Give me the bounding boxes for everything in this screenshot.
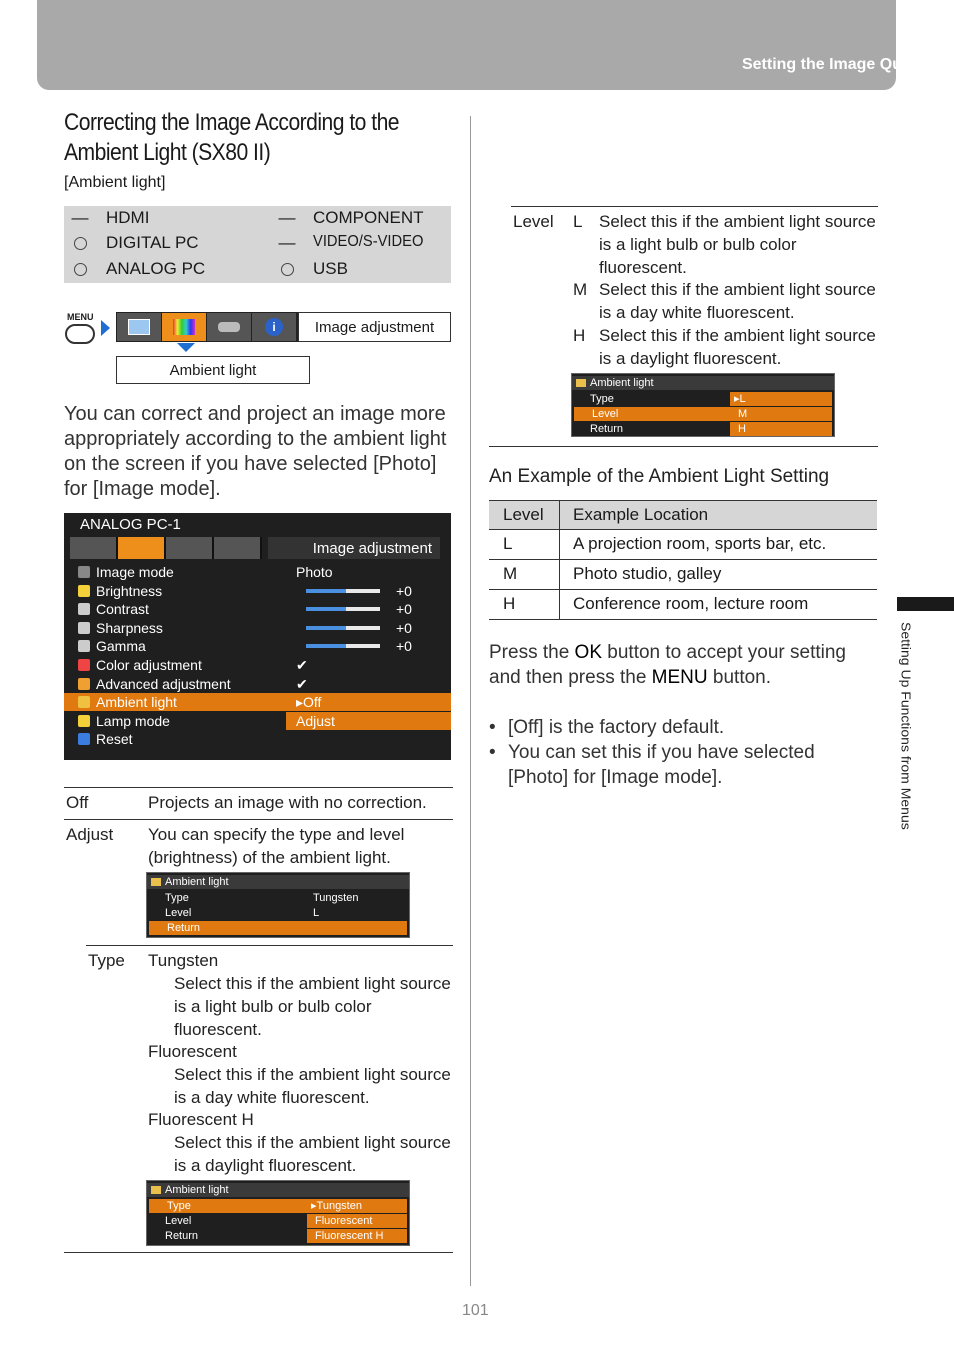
osd-row: Image mode Photo [64, 563, 451, 581]
section-title: Setting the Image Quality [741, 56, 934, 73]
table-row: H Conference room, lecture room [489, 590, 877, 620]
list-item: • You can set this if you have selected [Photo] for [Image mode]. [489, 742, 815, 788]
osd-menu-screenshot [64, 513, 451, 760]
display-tab-icon [117, 313, 162, 341]
osd-row-icon [78, 585, 90, 597]
type-fluorescent: Fluorescent [148, 1042, 237, 1061]
chapter-tab [897, 597, 954, 611]
ambient-light-panel-2: Ambient light Type Level Return ▸Tungsten Fluorescent Fluorescent H [146, 1180, 410, 1246]
tab-label: Image adjustment [298, 312, 451, 342]
level-term: Level [513, 212, 554, 231]
table-rule [64, 819, 453, 820]
osd-row-icon [78, 603, 90, 615]
arrow-right-icon [101, 320, 110, 336]
ambient-light-panel-3: Ambient light Type Level Return ▸L M H [571, 373, 835, 437]
level-h-desc: Select this if the ambient light source is a daylight fluorescent. [599, 326, 876, 368]
menu-path [64, 310, 454, 390]
osd-tabs [70, 537, 262, 559]
chapter-label: Setting Up Functions from Menus [898, 622, 914, 830]
option-off-desc: Projects an image with no correction. [148, 793, 427, 812]
table-rule [64, 787, 453, 788]
osd-row: Reset [64, 730, 451, 748]
level-l-desc: Select this if the ambient light source is a light bulb or bulb color fluorescent. [599, 212, 876, 277]
osd-row-icon [78, 622, 90, 634]
example-heading: An Example of the Ambient Light Setting [489, 466, 830, 487]
osd-row-icon [78, 640, 90, 652]
press-instruction: Press the OK button to accept your setting and then press the MENU button. [489, 642, 846, 688]
osd-row: Brightness +0 [64, 582, 451, 600]
level-key-l: L [573, 212, 583, 231]
osd-row: Advanced adjustment ✔ [64, 675, 451, 693]
osd-row-icon [78, 659, 90, 671]
osd-row: Color adjustment ✔ [64, 656, 451, 674]
osd-row: Contrast +0 [64, 600, 451, 618]
dash-icon: — [71, 208, 89, 227]
table-row: L A projection room, sports bar, etc. [489, 530, 877, 560]
level-m-desc: Select this if the ambient light source is a day white fluorescent. [599, 280, 876, 322]
menu-button-icon: MENU [64, 312, 96, 344]
table-row: M Photo studio, galley [489, 560, 877, 590]
table-rule [86, 945, 453, 946]
ambient-light-panel-1: Ambient light Type Tungsten Level L Return [146, 872, 410, 938]
menu-button-label: MENU [651, 667, 708, 688]
type-fluorescent-desc: Select this if the ambient light source is a day white fluorescent. [174, 1065, 451, 1107]
option-adjust-desc: You can specify the type and level (brightness) of the ambient light. [148, 825, 405, 867]
menu-item-label: Ambient light [116, 356, 310, 384]
bullet-list [489, 715, 859, 790]
type-tungsten-desc: Select this if the ambient light source is a light bulb or bulb color fluorescent. [174, 974, 451, 1039]
option-off-term: Off [66, 793, 89, 812]
osd-row: Gamma +0 [64, 637, 451, 655]
osd-tab-title: Image adjustment [268, 537, 440, 559]
level-key-h: H [573, 326, 586, 345]
osd-row-icon [78, 733, 90, 745]
type-term: Type [88, 951, 125, 970]
info-tab-icon: i [252, 313, 297, 341]
osd-row-icon [78, 715, 90, 727]
circle-icon [277, 259, 297, 281]
osd-row-icon [78, 696, 90, 708]
osd-slider [306, 589, 380, 593]
example-table [489, 500, 877, 620]
circle-icon [70, 233, 90, 255]
intro-paragraph: You can correct and project an image more appropriately according to the ambient light on the screen if you have selected [Photo] for [Image mode]. [64, 403, 447, 500]
osd-row-icon [78, 678, 90, 690]
option-adjust-term: Adjust [66, 825, 114, 844]
install-tab-icon [207, 313, 252, 341]
dash-icon: — [278, 208, 296, 227]
list-item: • [Off] is the factory default. [489, 717, 725, 738]
circle-icon [70, 259, 90, 281]
osd-adjust-option: Adjust [286, 712, 451, 730]
image-adjustment-tab-icon [162, 313, 207, 341]
osd-row: Ambient light ▸Off [64, 693, 451, 711]
menu-tab-strip [116, 312, 298, 342]
osd-row-icon [78, 566, 90, 578]
table-rule [489, 446, 878, 447]
osd-row: Sharpness +0 [64, 619, 451, 637]
type-tungsten: Tungsten [148, 951, 219, 970]
input-source-table: — HDMI DIGITAL PC ANALOG PC — COMPONENT — VIDEO/S-VIDEO USB [64, 206, 451, 283]
column-divider [470, 116, 471, 1286]
osd-slider [306, 626, 380, 630]
page-title: Correcting the Image According to the Ambient Light (SX80 II) [64, 109, 400, 166]
table-rule [511, 206, 878, 207]
dash-icon: — [278, 233, 296, 252]
osd-title: ANALOG PC-1 [80, 516, 181, 533]
page-header-band [37, 0, 896, 90]
ok-button-label: OK [574, 642, 602, 663]
osd-slider [306, 644, 380, 648]
osd-slider [306, 607, 380, 611]
table-header-row: Level Example Location [489, 500, 877, 530]
arrow-down-icon [177, 343, 195, 352]
level-key-m: M [573, 280, 588, 299]
osd-row: Lamp mode [64, 712, 451, 730]
menu-item-name: [Ambient light] [64, 174, 166, 191]
table-rule [64, 1252, 453, 1253]
type-fluorescent-h-desc: Select this if the ambient light source is a daylight fluorescent. [174, 1133, 451, 1175]
page-number: 101 [462, 1302, 489, 1319]
type-fluorescent-h: Fluorescent H [148, 1110, 254, 1129]
